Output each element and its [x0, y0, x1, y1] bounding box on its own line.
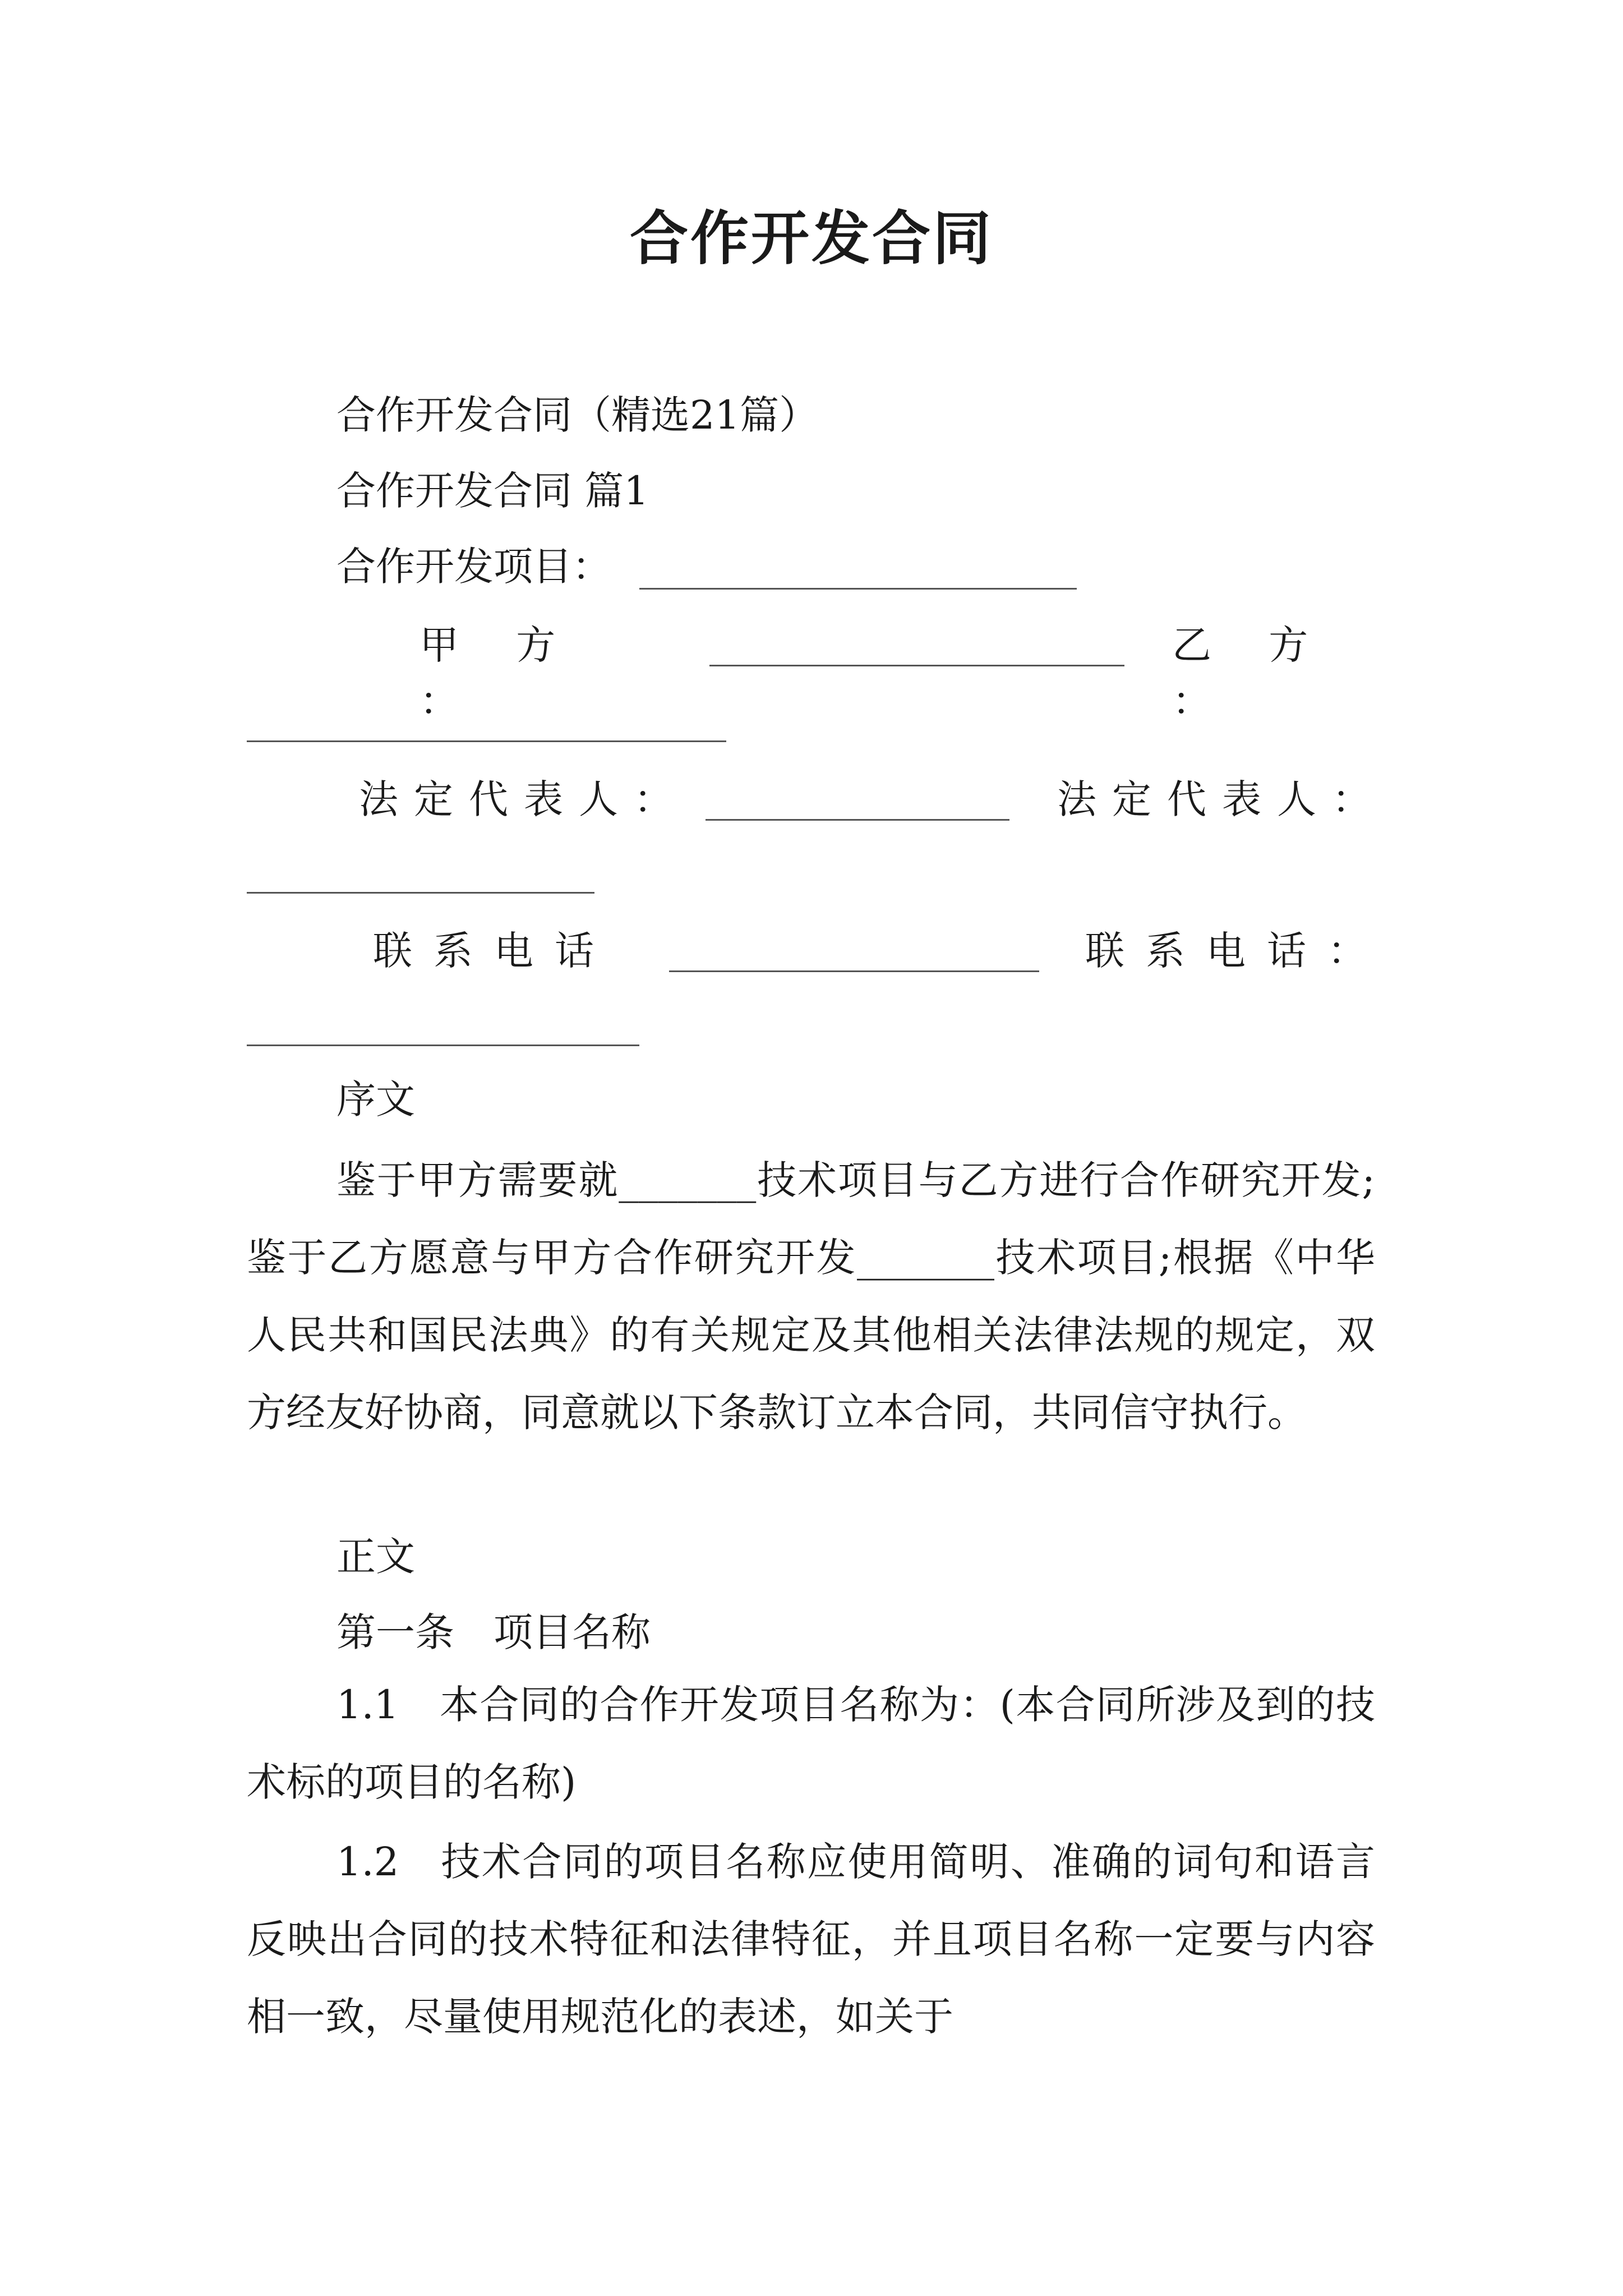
preamble-paragraph: 鉴于甲方需要就_______技术项目与乙方进行合作研究开发;鉴于乙方愿意与甲方合作研究开发_______技术项目;根据《中华人民共和国民法典》的有关规定及其他相关法律法规的规定，双方经友好协商，同意就以下条款订立本合同，共同信守执行。: [247, 1157, 1375, 1435]
phone-b-blank-line: [247, 1045, 639, 1046]
document-title: 合作开发合同: [629, 204, 993, 273]
project-blank-line: [639, 588, 1077, 590]
clause-1-2: 1.2 技术合同的项目名称应使用简明、准确的词句和语言反映出合同的技术特征和法律特征，并且项目名称一定要与内容相一致，尽量使用规范化的表述，如关于: [247, 1839, 1375, 2040]
article-1-heading: 第一条 项目名称: [336, 1609, 651, 1655]
party-b-label: 乙 方 ：: [1172, 622, 1331, 724]
body-heading: 正文: [336, 1534, 415, 1580]
preamble-heading: 序文: [336, 1076, 415, 1122]
legal-rep-a-label: 法定代表人：: [359, 776, 689, 822]
legal-rep-a-blank-line: [706, 819, 1009, 821]
legal-rep-b-blank-line: [247, 892, 594, 894]
phone-a-label: 联系电话: [373, 928, 615, 974]
phone-b-label: 联系电话：: [1085, 928, 1388, 974]
party-a-label: 甲 方 ：: [419, 622, 578, 724]
clause-1-1: 1.1 本合同的合作开发项目名称为：(本合同所涉及到的技术标的项目的名称): [247, 1682, 1375, 1805]
project-label: 合作开发项目：: [336, 544, 611, 590]
party-a-blank-line: [709, 665, 1124, 666]
phone-a-blank-line: [669, 970, 1039, 972]
section-heading: 合作开发合同 篇1: [336, 468, 649, 514]
party-b-blank-line: [247, 740, 726, 742]
legal-rep-b-label: 法定代表人：: [1057, 776, 1387, 822]
document-subtitle: 合作开发合同（精选21篇）: [336, 392, 819, 438]
